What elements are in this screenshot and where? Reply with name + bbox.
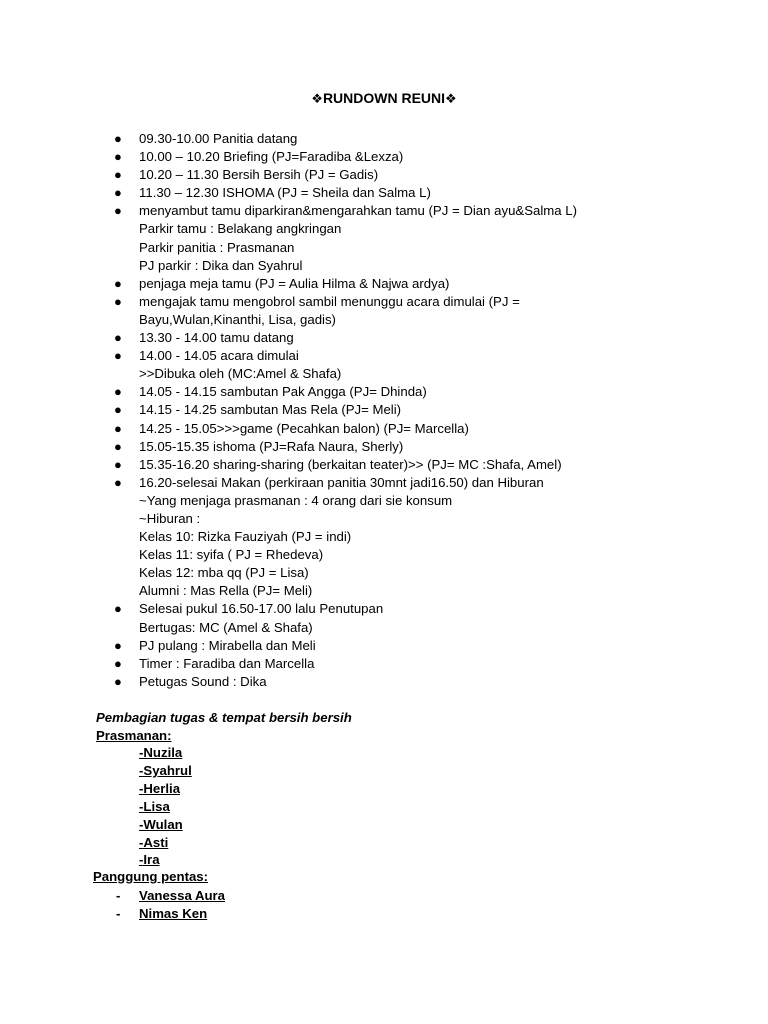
prasmanan-name: -Ira (139, 852, 160, 868)
bullet-icon: ● (114, 330, 122, 346)
rundown-item-line: 09.30-10.00 Panitia datang (139, 131, 298, 146)
panggung-item (0, 887, 225, 905)
rundown-item (0, 202, 577, 274)
rundown-item-line: Bertugas: MC (Amel & Shafa) (139, 619, 313, 635)
rundown-item-line: >>Dibuka oleh (MC:Amel & Shafa) (139, 366, 342, 382)
rundown-item-line: menyambut tamu diparkiran&mengarahkan tamu (PJ = Dian ayu&Salma L) (139, 203, 577, 219)
rundown-item (0, 438, 577, 456)
prasmanan-name: -Lisa (139, 798, 170, 814)
rundown-item-line: ~Hiburan : (139, 510, 201, 526)
bullet-icon: ● (114, 203, 122, 219)
rundown-item-line: mengajak tamu mengobrol sambil menunggu acara dimulai (PJ = (139, 293, 520, 309)
rundown-item-line: Kelas 10: Rizka Fauziyah (PJ = indi) (139, 529, 352, 545)
title-ornament-right-icon: ❖ (445, 91, 457, 106)
rundown-item-line: 14.00 - 14.05 acara dimulai (139, 348, 299, 364)
rundown-item-line: Parkir tamu : Belakang angkringan (139, 221, 342, 237)
rundown-item-line: 15.05-15.35 ishoma (PJ=Rafa Naura, Sherly) (139, 438, 404, 454)
rundown-item (0, 383, 577, 401)
bullet-icon: ● (114, 456, 122, 472)
rundown-item (0, 329, 577, 347)
rundown-item-line: Selesai pukul 16.50-17.00 lalu Penutupan (139, 601, 384, 617)
rundown-item-line: 11.30 – 12.30 ISHOMA (PJ = Sheila dan Salma L) (139, 185, 431, 201)
title-text: RUNDOWN REUNI (322, 90, 446, 106)
bullet-icon: ● (114, 474, 122, 490)
rundown-item-line: 15.35-16.20 sharing-sharing (berkaitan teater)>> (PJ= MC :Shafa, Amel) (139, 456, 562, 472)
rundown-item (0, 184, 577, 202)
panggung-label: Panggung pentas: (93, 869, 209, 884)
bullet-icon: ● (114, 438, 122, 454)
rundown-item-line: PJ parkir : Dika dan Syahrul (139, 257, 303, 273)
rundown-item (0, 401, 577, 419)
rundown-item-line: 10.00 – 10.20 Briefing (PJ=Faradiba &Lexza) (139, 149, 404, 165)
rundown-item (0, 673, 577, 691)
prasmanan-name: -Herlia (139, 780, 181, 796)
rundown-item (0, 600, 577, 636)
rundown-item-line: Petugas Sound : Dika (139, 673, 267, 689)
rundown-item (0, 456, 577, 474)
rundown-item-line: PJ pulang : Mirabella dan Meli (139, 637, 316, 653)
panggung-name: Nimas Ken (139, 906, 208, 921)
rundown-item (0, 293, 577, 329)
rundown-item (0, 474, 577, 601)
panggung-item (0, 905, 225, 923)
rundown-item (0, 347, 577, 383)
rundown-item-line: 14.25 - 15.05>>>game (Pecahkan balon) (PJ= Marcella) (139, 420, 469, 436)
bullet-icon: ● (114, 348, 122, 364)
bullet-icon: ● (114, 293, 122, 309)
bullet-icon: ● (114, 673, 122, 689)
rundown-item-line: Bayu,Wulan,Kinanthi, Lisa, gadis) (139, 311, 336, 327)
rundown-item-line: 13.30 - 14.00 tamu datang (139, 330, 294, 346)
bullet-icon: ● (114, 275, 122, 291)
rundown-item-line: penjaga meja tamu (PJ = Aulia Hilma & Najwa ardya) (139, 275, 450, 291)
prasmanan-name: -Asti (139, 834, 169, 850)
bullet-icon: ● (114, 384, 122, 400)
rundown-item (0, 148, 577, 166)
rundown-item-line: 14.15 - 14.25 sambutan Mas Rela (PJ= Meli) (139, 402, 402, 418)
bullet-icon: ● (114, 402, 122, 418)
bullet-icon: ● (114, 601, 122, 617)
panggung-list (0, 887, 225, 923)
rundown-item-line: 14.05 - 14.15 sambutan Pak Angga (PJ= Dhinda) (139, 384, 427, 400)
bullet-icon: ● (114, 149, 122, 165)
dash-marker: - (116, 888, 121, 903)
bullet-icon: ● (114, 131, 122, 146)
rundown-item-line: Kelas 11: syifa ( PJ = Rhedeva) (139, 547, 324, 563)
bullet-icon: ● (114, 420, 122, 436)
dash-marker: - (116, 906, 121, 921)
section-title: Pembagian tugas & tempat bersih bersih (96, 710, 352, 725)
rundown-item-line: Alumni : Mas Rella (PJ= Meli) (139, 583, 313, 599)
bullet-icon: ● (114, 167, 122, 183)
rundown-item (0, 130, 577, 148)
prasmanan-name: -Nuzila (139, 745, 183, 760)
rundown-item-line: 10.20 – 11.30 Bersih Bersih (PJ = Gadis) (139, 167, 379, 183)
rundown-item-line: Kelas 12: mba qq (PJ = Lisa) (139, 565, 309, 581)
rundown-item (0, 275, 577, 293)
prasmanan-name: -Wulan (139, 816, 183, 832)
bullet-icon: ● (114, 185, 122, 201)
bullet-icon: ● (114, 637, 122, 653)
rundown-item (0, 637, 577, 655)
rundown-item (0, 420, 577, 438)
page-title (0, 90, 768, 107)
bullet-icon: ● (114, 655, 122, 671)
title-ornament-left-icon: ❖ (311, 91, 323, 106)
rundown-item-line: Timer : Faradiba dan Marcella (139, 655, 315, 671)
rundown-item-line: ~Yang menjaga prasmanan : 4 orang dari sie konsum (139, 492, 453, 508)
prasmanan-label: Prasmanan: (96, 728, 172, 743)
rundown-item-line: Parkir panitia : Prasmanan (139, 239, 295, 255)
prasmanan-name: -Syahrul (139, 762, 192, 778)
rundown-item-line: 16.20-selesai Makan (perkiraan panitia 30mnt jadi16.50) dan Hiburan (139, 474, 544, 490)
rundown-list (0, 130, 577, 691)
rundown-item (0, 655, 577, 673)
prasmanan-list (139, 744, 192, 869)
panggung-name: Vanessa Aura (139, 888, 226, 903)
rundown-item (0, 166, 577, 184)
